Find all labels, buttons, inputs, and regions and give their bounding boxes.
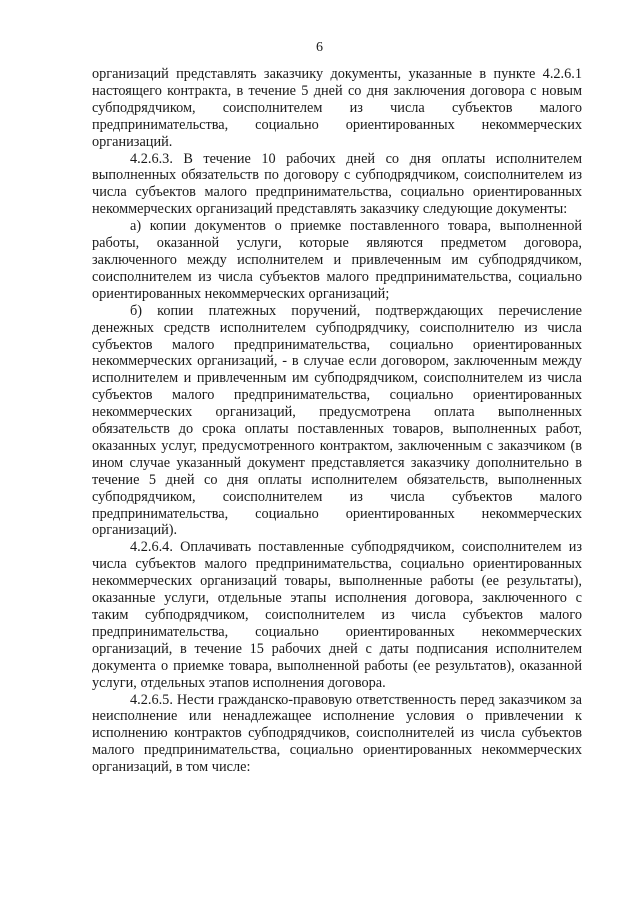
paragraph-continuation: организаций представлять заказчику документы, указанные в пункте 4.2.6.1 настоящего контракта, в течение 5 дней со дня заключения договора с новым субподрядчиком, соисполнителем из числа субъектов малого предпринимательства, социально ориентированных некоммерческих организаций.	[92, 66, 582, 150]
paragraph-4-2-6-3: 4.2.6.3. В течение 10 рабочих дней со дня оплаты исполнителем выполненных обязательств по договору с субподрядчиком, соисполнителем из числа субъектов малого предпринимательства, социально ориентированных некоммерческих организаций представлять заказчику следующие документы:	[92, 150, 582, 218]
paragraph-4-2-6-4: 4.2.6.4. Оплачивать поставленные субподрядчиком, соисполнителем из числа субъектов малого предпринимательства, социально ориентированных некоммерческих организаций товары, выполненные работы (ее результаты), оказанные услуги, отдельные этапы исполнения договора, заключенного с таким субподрядчиком, соисполнителем из числа субъектов малого предпринимательства, социально ориентированных некоммерческих организаций, в течение 15 рабочих дней с даты подписания исполнителем документа о приемке товара, выполненной работы (ее результатов), оказанной услуги, отдельных этапов исполнения договора.	[92, 539, 582, 691]
paragraph-item-b: б) копии платежных поручений, подтверждающих перечисление денежных средств исполнителем субподрядчику, соисполнителю из числа субъектов малого предпринимательства, социально ориентированных некоммерческих организаций, - в случае если договором, заключенным между исполнителем и привлеченным им субподрядчиком, соисполнителем из числа субъектов малого предпринимательства, социально ориентированных некоммерческих организаций, предусмотрена оплата выполненных обязательств до срока оплаты поставленных товаров, выполненных работ, оказанных услуг, предусмотренного контрактом, заключенным с заказчиком (в ином случае указанный документ представляется заказчику дополнительно в течение 5 дней со дня оплаты исполнителем обязательств, выполненных субподрядчиком, соисполнителем из числа субъектов малого предпринимательства, социально ориентированных некоммерческих организаций).	[92, 302, 582, 539]
paragraph-4-2-6-5: 4.2.6.5. Нести гражданско-правовую ответственность перед заказчиком за неисполнение или ненадлежащее исполнение условия о привлечении к исполнению контрактов субподрядчиков, соисполнителей из числа субъектов малого предпринимательства, социально ориентированных некоммерческих организаций, в том числе:	[92, 691, 582, 776]
page-number: 6	[316, 40, 323, 55]
paragraph-item-a: а) копии документов о приемке поставленного товара, выполненной работы, оказанной услуги, которые являются предметом договора, заключенного между исполнителем и привлеченным им субподрядчиком, соисполнителем из числа субъектов малого предпринимательства, социально ориентированных некоммерческих организаций;	[92, 218, 582, 302]
document-body	[92, 66, 582, 776]
